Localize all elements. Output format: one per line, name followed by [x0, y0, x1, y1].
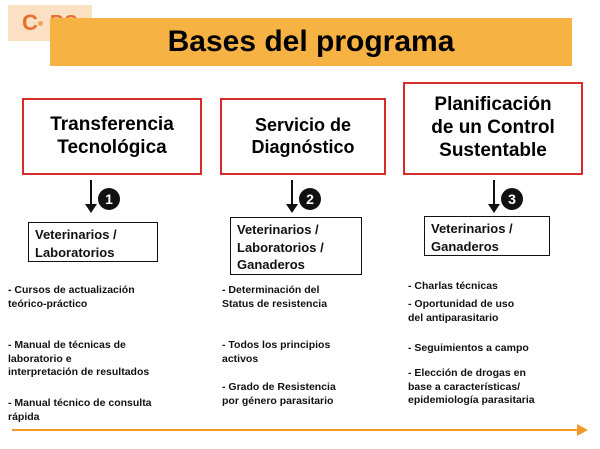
audience-box: Veterinarios / Laboratorios / Ganaderos [230, 217, 362, 275]
audience-box: Veterinarios / Ganaderos [424, 216, 550, 256]
title-banner [50, 18, 572, 66]
list-item: - Determinación del Status de resistencia [222, 284, 328, 310]
list-item: - Charlas técnicas [408, 280, 498, 292]
pillar-heading: Planificación de un Control Sustentable [431, 94, 555, 161]
pillar-heading: Servicio de Diagnóstico [251, 114, 355, 157]
list-item: - Grado de Resistencia por género parasitario [222, 381, 336, 407]
down-arrow-icon [493, 180, 495, 205]
pillar-box-planning [403, 82, 583, 175]
list-item: - Cursos de actualización teórico-práctico [8, 284, 135, 310]
down-arrow-icon [291, 180, 293, 205]
down-arrow-icon [90, 180, 92, 205]
audience-box: Veterinarios / Laboratorios [28, 222, 158, 262]
step-number-badge: 3 [501, 188, 523, 210]
pillar-heading: Transferencia Tecnológica [50, 113, 174, 158]
list-item: - Elección de drogas en base a características/ epidemiología parasitaria [408, 367, 535, 407]
step-number-badge: 1 [98, 188, 120, 210]
list-item: - Manual de técnicas de laboratorio e interpretación de resultados [8, 339, 150, 379]
pillar-box-transfer [22, 98, 202, 175]
list-item: - Seguimientos a campo [408, 342, 529, 354]
list-item: - Oportunidad de uso del antiparasitario [408, 298, 515, 324]
page-title: Bases del programa [167, 25, 455, 58]
pillar-box-diagnosis [220, 98, 386, 175]
logo-dot-icon [38, 21, 43, 26]
timeline-arrow-icon [12, 429, 578, 431]
list-item: - Todos los principios activos [222, 339, 331, 365]
logo-letter-c: C [22, 10, 38, 35]
step-number-badge: 2 [299, 188, 321, 210]
list-item: - Manual técnico de consulta rápida [8, 397, 152, 423]
